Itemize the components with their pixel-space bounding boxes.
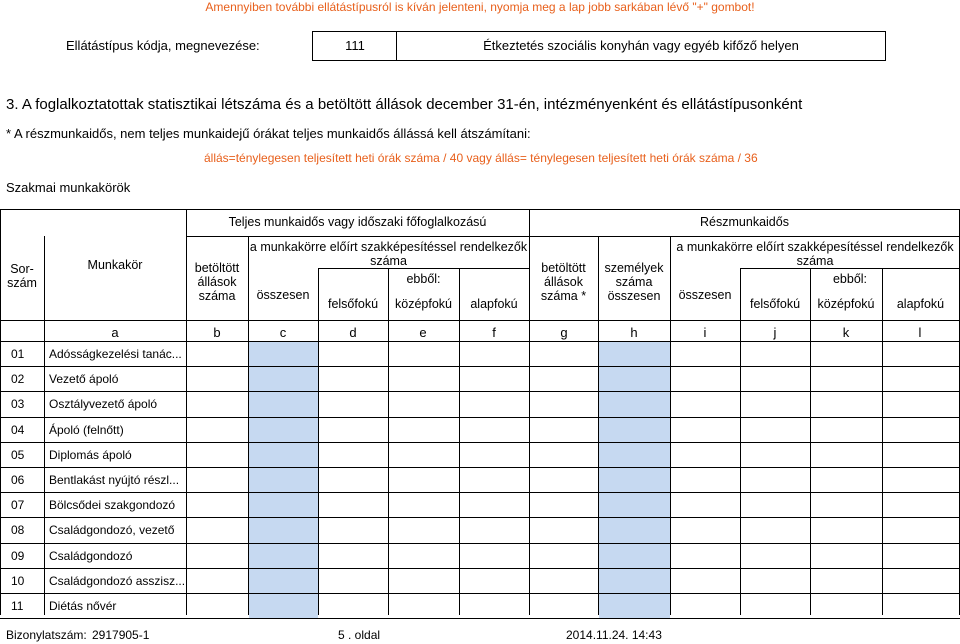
input-cell[interactable] [249,518,318,543]
header-total-part: összesen [678,288,732,302]
input-cell[interactable] [599,594,670,618]
row-number: 09 [11,549,25,563]
input-cell[interactable] [249,392,318,417]
conversion-formula: állás=ténylegesen teljesített heti órák száma / 40 vagy állás= ténylegesen teljesített heti órák száma / 36 [204,151,758,165]
row-number: 06 [11,473,25,487]
service-type-label: Ellátástípus kódja, megnevezése: [66,38,260,53]
input-cell[interactable] [249,594,318,618]
column-letter: h [630,325,638,340]
input-cell[interactable] [599,418,670,442]
footer-page: 5 . oldal [338,628,381,642]
header-persons-part: személyek száma összesen [604,261,664,303]
row-job-title: Bentlakást nyújtó részl... [49,473,180,487]
column-letter: b [213,325,221,340]
column-letter: c [279,325,287,340]
header-qualified-part: a munkakörre előírt szakképesítéssel rendelkezők száma [676,240,954,268]
header-basic-full: alapfokú [470,297,518,311]
input-cell[interactable] [599,518,670,543]
column-letter: g [560,325,568,340]
row-number: 07 [11,498,25,512]
column-letter: j [773,325,777,340]
footer-id-value: 2917905-1 [92,628,150,642]
row-number: 10 [11,574,25,588]
input-cell[interactable] [599,493,670,517]
row-job-title: Diplomás ápoló [49,448,132,462]
service-type-name-field[interactable]: Étkeztetés szociális konyhán vagy egyéb kifőző helyen [396,31,886,61]
column-letter: k [842,325,850,340]
row-number: 03 [11,397,25,411]
row-number: 05 [11,448,25,462]
header-higher-full: felsőfokú [327,297,379,311]
row-job-title: Osztályvezető ápoló [49,397,158,411]
header-basic-part: alapfokú [896,297,945,311]
input-cell[interactable] [249,342,318,366]
column-letter: i [703,325,707,340]
input-cell[interactable] [249,367,318,391]
input-cell[interactable] [599,569,670,593]
input-cell[interactable] [249,544,318,568]
input-cell[interactable] [599,468,670,492]
column-letter: d [349,325,357,340]
service-type-row [0,31,884,60]
header-filled-full: betöltött állások száma [194,261,240,303]
row-job-title: Családgondozó asszisz... [49,574,186,588]
input-cell[interactable] [599,443,670,467]
input-cell[interactable] [249,418,318,442]
row-job-title: Adósságkezelési tanác... [49,347,182,361]
input-cell[interactable] [249,569,318,593]
input-cell[interactable] [249,468,318,492]
header-secondary-full: középfokú [395,297,452,311]
column-letter: a [111,325,119,340]
notice-text: Amennyiben további ellátástípusról is kíván jelenteni, nyomja meg a lap jobb sarkában lévő "+" gombot! [205,0,755,14]
header-munkakor: Munkakör [87,258,143,272]
column-letter: e [419,325,427,340]
header-part-time: Részmunkaidős [700,215,789,229]
footer-timestamp: 2014.11.24. 14:43 [566,628,662,642]
section-label: Szakmai munkakörök [6,180,131,195]
section-title: 3. A foglalkoztatottak statisztikai létszáma és a betöltött állások december 31-én, intézményenként és ellátástípusonként [6,96,803,113]
row-job-title: Vezető ápoló [49,372,119,386]
column-letter: l [918,325,922,340]
row-job-title: Családgondozó, vezető [49,523,175,537]
row-number: 08 [11,523,25,537]
conversion-note: * A részmunkaidős, nem teljes munkaidejű órákat teljes munkaidős állássá kell átszámítani: [6,126,531,141]
header-of-which-full: ebből: [406,272,441,286]
input-cell[interactable] [599,392,670,417]
header-higher-part: felsőfokú [749,297,801,311]
input-cell[interactable] [249,493,318,517]
row-job-title: Bölcsődei szakgondozó [49,498,176,512]
service-type-code-field[interactable]: 111 [312,31,397,61]
row-job-title: Ápoló (felnőtt) [49,423,124,437]
row-job-title: Diétás nővér [49,599,117,613]
row-job-title: Családgondozó [49,549,133,563]
header-secondary-part: középfokú [817,297,875,311]
header-sorszam: Sor- szám [7,262,37,290]
header-of-which-part: ebből: [832,272,868,286]
row-number: 01 [11,347,25,361]
footer-id-label: Bizonylatszám: [6,628,87,642]
row-number: 04 [11,423,25,437]
input-cell[interactable] [599,544,670,568]
row-number: 02 [11,372,25,386]
row-number: 11 [11,599,24,613]
input-cell[interactable] [599,367,670,391]
header-filled-part: betöltött állások száma * [540,261,587,303]
header-total-full: összesen [256,288,310,302]
header-qualified-full: a munkakörre előírt szakképesítéssel rendelkezők száma [249,240,528,268]
input-cell[interactable] [249,443,318,467]
column-letter: f [492,325,496,340]
header-full-time: Teljes munkaidős vagy időszaki főfoglalkozású [228,215,487,229]
input-cell[interactable] [599,342,670,366]
